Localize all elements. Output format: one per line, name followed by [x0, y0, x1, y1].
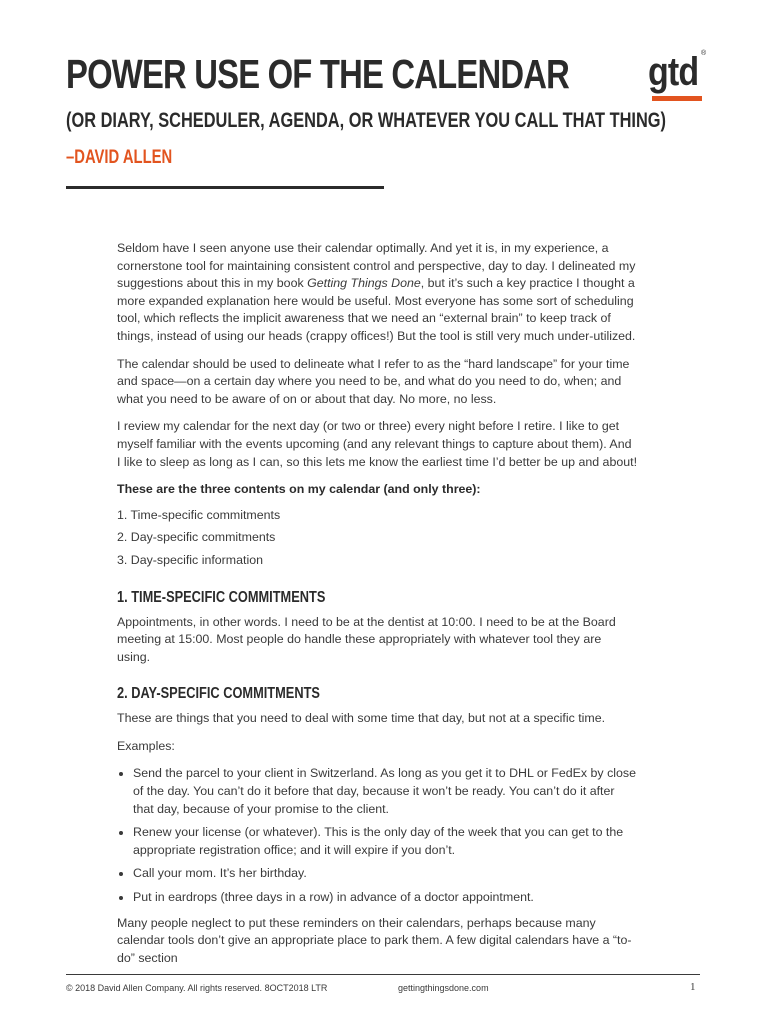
intro-paragraph-1: Seldom have I seen anyone use their calendar optimally. And yet it is, in my experience, a cornerstone tool for maintaining consistent control and perspective, day to day. I delineated my suggestions about this in my book Getting Things Done, but it’s such a key practice I thought a more expanded explanation here would be useful. Most everyone has some sort of scheduling tool, which reflects the implicit awareness that we need an “external brain” to keep track of things, instead of using our heads (crappy offices!) But the tool is still very much under-utilized. — [117, 241, 636, 343]
list-item: • Renew your license (or whatever). This is the only day of the week that you can get to the appropriate registration office; and it will expire if you don’t. — [133, 824, 637, 859]
logo-underline — [652, 96, 702, 101]
page-number: 1 — [690, 981, 696, 993]
book-title: Getting Things Done — [307, 276, 421, 291]
section2-paragraph: These are things that you need to deal with some time that day, but not at a specific time. — [117, 711, 606, 726]
section-heading-day-specific: 2. DAY-SPECIFIC COMMITMENTS — [117, 685, 320, 703]
contents-list — [117, 507, 637, 570]
section-heading-time-specific: 1. TIME-SPECIFIC COMMITMENTS — [117, 588, 326, 606]
section1-paragraph: Appointments, in other words. I need to be at the dentist at 10:00. I need to be at the Board meeting at 15:00. Most people do handle these appropriately with whatever tool they are using. — [117, 614, 616, 664]
list-item: • Call your mom. It’s her birthday. — [133, 865, 637, 883]
contents-lead: These are the three contents on my calendar (and only three): — [117, 482, 481, 497]
article-body — [117, 240, 637, 977]
list-item: 2. Day-specific commitments — [117, 530, 276, 545]
footer-copyright: © 2018 David Allen Company. All rights reserved. 8OCT2018 LTR — [66, 983, 328, 993]
examples-label: Examples: — [117, 738, 175, 753]
footer-website: gettingthingsdone.com — [398, 983, 489, 993]
section2-closing-paragraph: Many people neglect to put these reminders on their calendars, perhaps because many calendar tools don’t give an appropriate place to park them. A few digital calendars have a “to-do” section — [117, 915, 632, 965]
list-item: • Send the parcel to your client in Switzerland. As long as you get it to DHL or FedEx by close of the day. You can’t do it before that day, because it won’t be ready. You can’t do it after that day, because of your promise to the client. — [133, 765, 637, 818]
examples-list — [117, 765, 637, 906]
list-item: • Put in eardrops (three days in a row) in advance of a doctor appointment. — [133, 889, 637, 907]
registered-mark: ® — [701, 50, 707, 57]
author-line: –DAVID ALLEN — [66, 147, 173, 168]
list-item: 3. Day-specific information — [117, 552, 263, 567]
page-title: POWER USE OF THE CALENDAR — [66, 51, 569, 97]
page-subtitle: (OR DIARY, SCHEDULER, AGENDA, OR WHATEVER YOU CALL THAT THING) — [66, 109, 667, 132]
footer-divider — [66, 974, 700, 975]
list-item: 1. Time-specific commitments — [117, 507, 281, 522]
gtd-logo — [648, 50, 708, 102]
intro-paragraph-3: I review my calendar for the next day (or two or three) every night before I retire. I like to get myself familiar with the events upcoming (and any relevant things to capture about them). And I like to sleep as long as I can, so this lets me know the earliest time I’d better be up and about! — [117, 419, 638, 469]
intro-paragraph-2: The calendar should be used to delineate what I refer to as the “hard landscape” for your time and space—on a certain day where you need to be, and what do you need to do, when; and what you need to be aware of on or about that day. No more, no less. — [117, 356, 630, 406]
logo-text: gtd — [648, 50, 699, 94]
title-divider — [66, 186, 384, 189]
